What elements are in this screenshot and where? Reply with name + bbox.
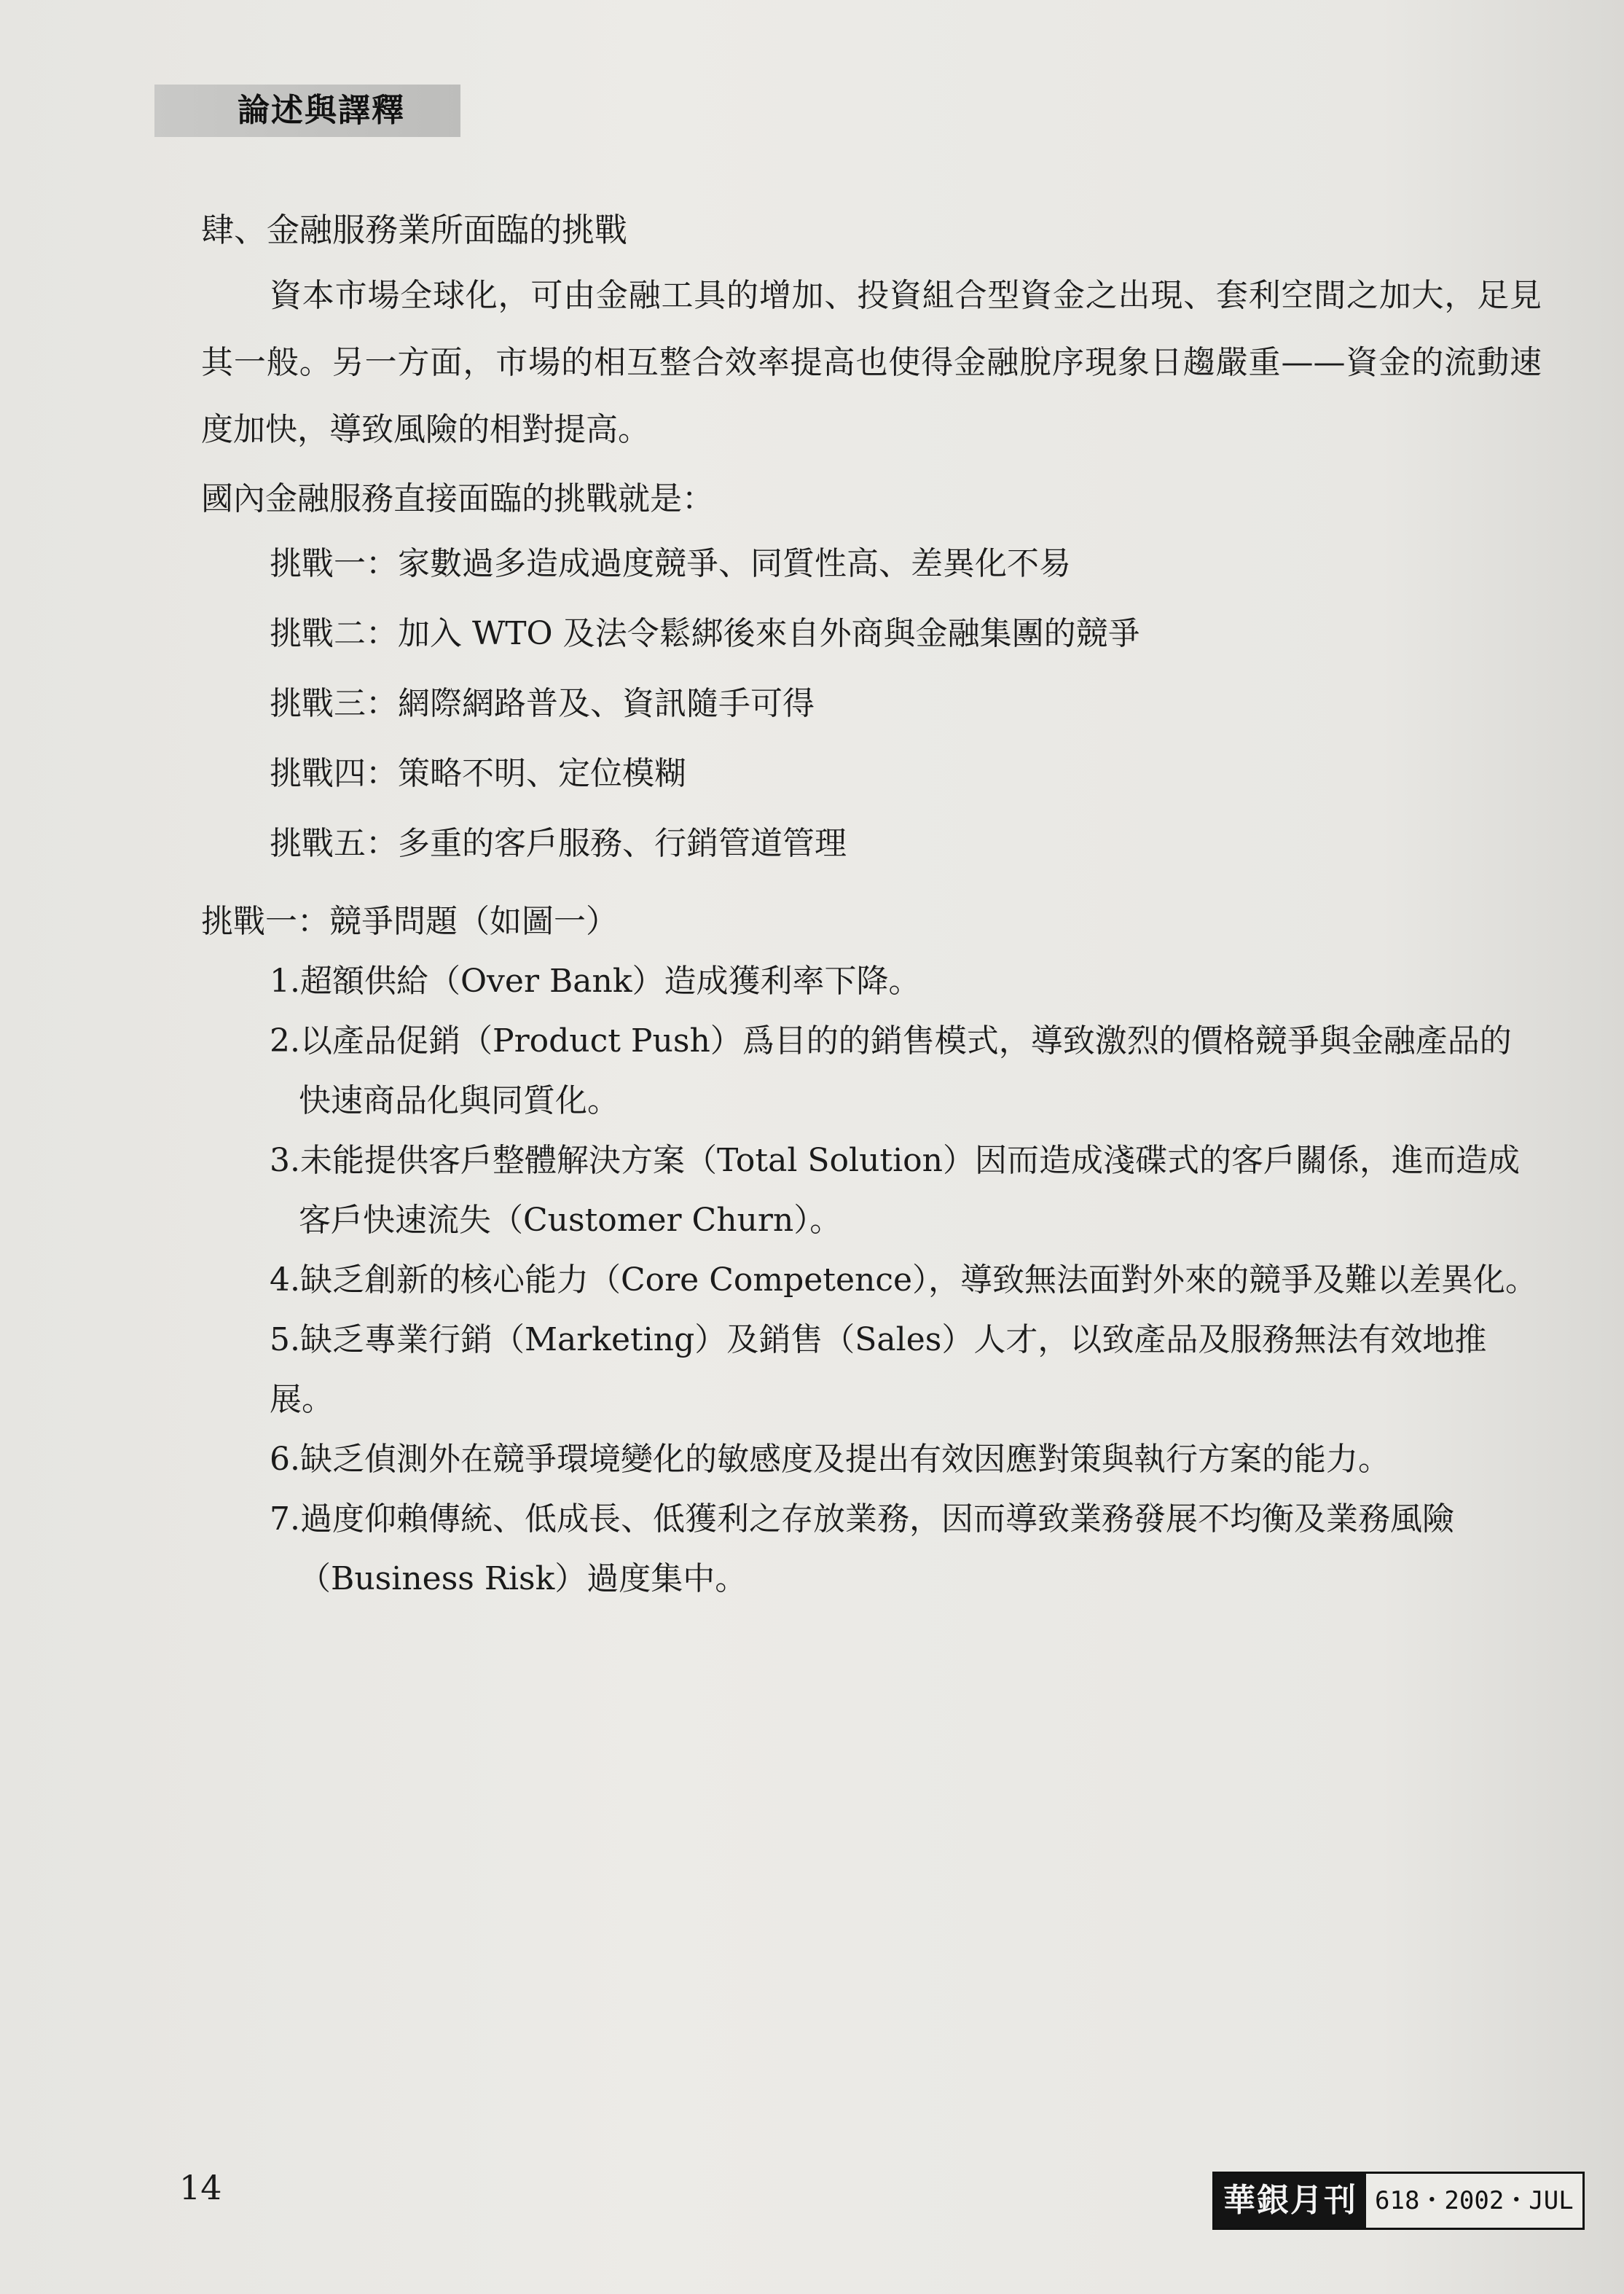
page-number: 14 (179, 2168, 222, 2207)
problem-text-continued: （Business Risk）過度集中。 (299, 1560, 748, 1597)
problem-item (270, 1310, 1542, 1430)
problem-text: 4.缺乏創新的核心能力（Core Competence），導致無法面對外來的競爭及難以差異化。 (270, 1261, 1538, 1299)
challenge-item: 挑戰一：家數過多造成過度競爭、同質性高、差異化不易 (270, 545, 1071, 582)
challenge-item: 挑戰三：網際網路普及、資訊隨手可得 (270, 685, 815, 722)
problem-list (201, 952, 1542, 1609)
problem-text-continued: 快速商品化與同質化。 (299, 1082, 619, 1119)
section-header-label: 論述與譯釋 (238, 92, 405, 129)
issue-info: 618・2002・JUL (1366, 2174, 1582, 2228)
challenge-item: 挑戰五：多重的客戶服務、行銷管道管理 (270, 825, 847, 862)
intro-paragraph: 資本市場全球化，可由金融工具的增加、投資組合型資金之出現、套利空間之加大，足見其一般。另一方面，市場的相互整合效率提高也使得金融脫序現象日趨嚴重——資金的流動速度加快，導致風險的相對提高。 (201, 277, 1542, 448)
problem-text: 1.超額供給（Over Bank）造成獲利率下降。 (270, 963, 921, 1000)
article-body (201, 204, 1542, 1609)
challenge-item: 挑戰四：策略不明、定位模糊 (270, 755, 686, 792)
magazine-name: 華銀月刊 (1215, 2174, 1366, 2228)
problem-text: 6.缺乏偵測外在競爭環境變化的敏感度及提出有效因應對策與執行方案的能力。 (270, 1441, 1390, 1478)
problem-text-continued: 客戶快速流失（Customer Churn）。 (299, 1202, 842, 1239)
problem-item (270, 1489, 1542, 1609)
problem-text: 5.缺乏專業行銷（Marketing）及銷售（Sales）人才，以致產品及服務無法有效地推展。 (270, 1321, 1487, 1418)
challenge-item: 挑戰二：加入 WTO 及法令鬆綁後來自外商與金融集團的競爭 (270, 615, 1140, 652)
problem-item (270, 1011, 1542, 1131)
subsection-title: 挑戰一：競爭問題（如圖一） (201, 903, 618, 940)
section-title: 肆、金融服務業所面臨的挑戰 (201, 211, 628, 249)
problem-text: 3.未能提供客戶整體解決方案（Total Solution）因而造成淺碟式的客戶關係，進而造成 (270, 1142, 1520, 1179)
problem-text: 7.過度仰賴傳統、低成長、低獲利之存放業務，因而導致業務發展不均衡及業務風險 (270, 1500, 1454, 1538)
challenge-list (201, 529, 1542, 879)
footer-masthead (1212, 2172, 1585, 2230)
problem-item (270, 1131, 1542, 1250)
problem-item (270, 1250, 1542, 1310)
challenges-intro: 國內金融服務直接面臨的挑戰就是： (201, 480, 714, 517)
problem-text: 2.以產品促銷（Product Push）爲目的的銷售模式，導致激烈的價格競爭與金融產品的 (270, 1022, 1512, 1060)
problem-item (270, 952, 1542, 1011)
problem-item (270, 1430, 1542, 1489)
